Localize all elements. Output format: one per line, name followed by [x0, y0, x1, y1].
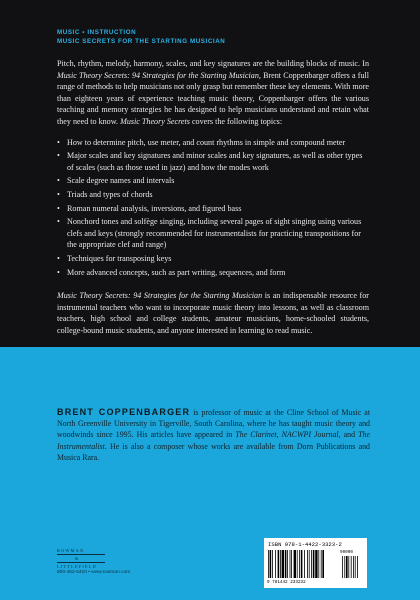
addon-bar — [348, 556, 349, 578]
barcode-bar — [304, 550, 305, 578]
topics-list — [57, 137, 369, 279]
topic-item — [57, 216, 369, 251]
barcode-bar — [285, 550, 287, 578]
author-bio — [57, 407, 370, 463]
journal-title: The Clarinet — [235, 430, 277, 440]
barcode-bar — [282, 550, 284, 578]
intro-text-1: Pitch, rhythm, melody, harmony, scales, and key signatures are the building blocks of music. In — [57, 59, 369, 68]
barcode-bar — [270, 550, 272, 578]
logo-rule — [57, 554, 105, 555]
barcode-bar — [311, 550, 312, 578]
barcode-bar — [318, 550, 319, 578]
barcode-bar — [291, 550, 292, 578]
topic-item — [57, 137, 369, 149]
bullet-icon: • — [57, 253, 60, 263]
barcode-bar — [272, 550, 273, 578]
barcode-bar — [287, 550, 288, 578]
addon-digits: 90000 — [340, 550, 353, 555]
bio-text: , and — [338, 430, 359, 440]
addon-bar — [355, 556, 356, 578]
bullet-icon: • — [57, 203, 60, 213]
logo-rule — [57, 562, 105, 563]
addon-bar — [344, 556, 345, 578]
topic-item — [57, 267, 369, 279]
publisher-logo-line2: LITTLEFIELD — [57, 564, 97, 569]
isbn-text: ISBN 978-1-4422-3323-2 — [268, 541, 342, 548]
addon-bar — [351, 556, 352, 578]
barcode-bar — [297, 550, 298, 578]
intro-text-3: covers the following topics: — [189, 116, 283, 126]
isbn-barcode — [264, 538, 367, 588]
bullet-icon: • — [57, 176, 60, 186]
topic-item — [57, 253, 369, 265]
bio-text: , — [276, 430, 282, 440]
addon-bar — [357, 556, 358, 578]
barcode-bar — [275, 550, 276, 578]
series-label: MUSIC SECRETS FOR THE STARTING MUSICIAN — [57, 38, 226, 45]
topic-item — [57, 189, 369, 201]
ean-digits: 9 781442 233232 — [267, 580, 306, 585]
barcode-bar — [301, 550, 303, 578]
publisher-logo-amp: & — [75, 556, 80, 561]
journal-title: The Instrumentalist — [57, 430, 370, 451]
addon-bar — [353, 556, 354, 578]
topic-text: Nonchord tones and solfège singing, including several pages of sight singing using various clefs and keys (strongly recommended for instrumentalists for practicing transpositions for the appropriate clef and range) — [67, 217, 362, 250]
barcode-bar — [321, 550, 322, 578]
journal-title: NACWPI Journal — [281, 430, 339, 440]
barcode-bar — [309, 550, 310, 578]
topic-text: Scale degree names and intervals — [67, 176, 175, 186]
publisher-logo-line1: ROWMAN — [57, 548, 85, 553]
bullet-icon: • — [57, 217, 60, 227]
bullet-icon: • — [57, 267, 60, 277]
bullet-icon: • — [57, 151, 60, 161]
topic-text: Techniques for transposing keys — [67, 253, 172, 263]
barcode-bar — [278, 550, 280, 578]
barcode-bar — [315, 550, 317, 578]
category-label: MUSIC • INSTRUCTION — [57, 29, 137, 36]
closing-paragraph — [57, 290, 369, 336]
author-name: BRENT COPPENBARGER — [57, 407, 191, 417]
topic-text: Roman numeral analysis, inversions, and figured bass — [67, 203, 242, 213]
barcode-bar — [313, 550, 315, 578]
barcode-bar — [290, 550, 291, 578]
barcode-bar — [322, 550, 324, 578]
barcode-bar — [280, 550, 281, 578]
bio-text: is professor of music at the Cline School of Music at North Greenville University in Tigerville, South Carolina, where he has taught music theory and woodwinds since 1995. His articles have appeared in — [57, 408, 371, 440]
short-title-italic: Music Theory Secrets — [120, 116, 190, 126]
publisher-logo — [57, 548, 105, 569]
barcode-bar — [294, 550, 296, 578]
topic-item — [57, 150, 369, 173]
bullet-icon: • — [57, 137, 60, 147]
closing-text: is an indispensable resource for instrumental teachers who want to incorporate music theory into lessons, as well as classroom teachers, high school and college students, amateur musicians, home-schooled students, college-bound music students, and anyone interested in learning to read music. — [57, 291, 369, 335]
barcode-bar — [268, 550, 269, 578]
bio-text: . He is also a composer whose works are available from Dorn Publications and Musica Rara. — [57, 441, 370, 462]
intro-text-2: , Brent Coppenbarger offers a full range of methods to help musicians not only grasp but remember these key elements. With more than eighteen years of experience teaching music theory, Coppenbarger offers the various teaching and memory strategies he has designed to help musicians understand and retain what they need to know. — [57, 70, 370, 126]
bullet-icon: • — [57, 189, 60, 199]
barcode-bar — [307, 550, 308, 578]
barcode-bar — [299, 550, 300, 578]
intro-paragraph — [57, 58, 369, 128]
addon-bar — [346, 556, 348, 578]
book-title-italic: Music Theory Secrets: 94 Strategies for the Starting Musician — [57, 70, 259, 80]
addon-bar — [342, 556, 343, 578]
topic-item — [57, 175, 369, 187]
topic-text: Triads and types of chords — [67, 189, 153, 199]
description — [57, 58, 369, 336]
topic-text: How to determine pitch, use meter, and count rhythms in simple and compound meter — [67, 137, 346, 147]
publisher-contact: 800-462-6420 • www.rowman.com — [57, 570, 131, 575]
topic-item — [57, 203, 369, 215]
closing-book-title: Music Theory Secrets: 94 Strategies for the Starting Musician — [57, 291, 263, 301]
topic-text: Major scales and key signatures and minor scales and key signatures, as well as other types of scales (such as those used in jazz) and how the modes work — [67, 151, 363, 172]
topic-text: More advanced concepts, such as part writing, sequences, and form — [67, 267, 286, 277]
